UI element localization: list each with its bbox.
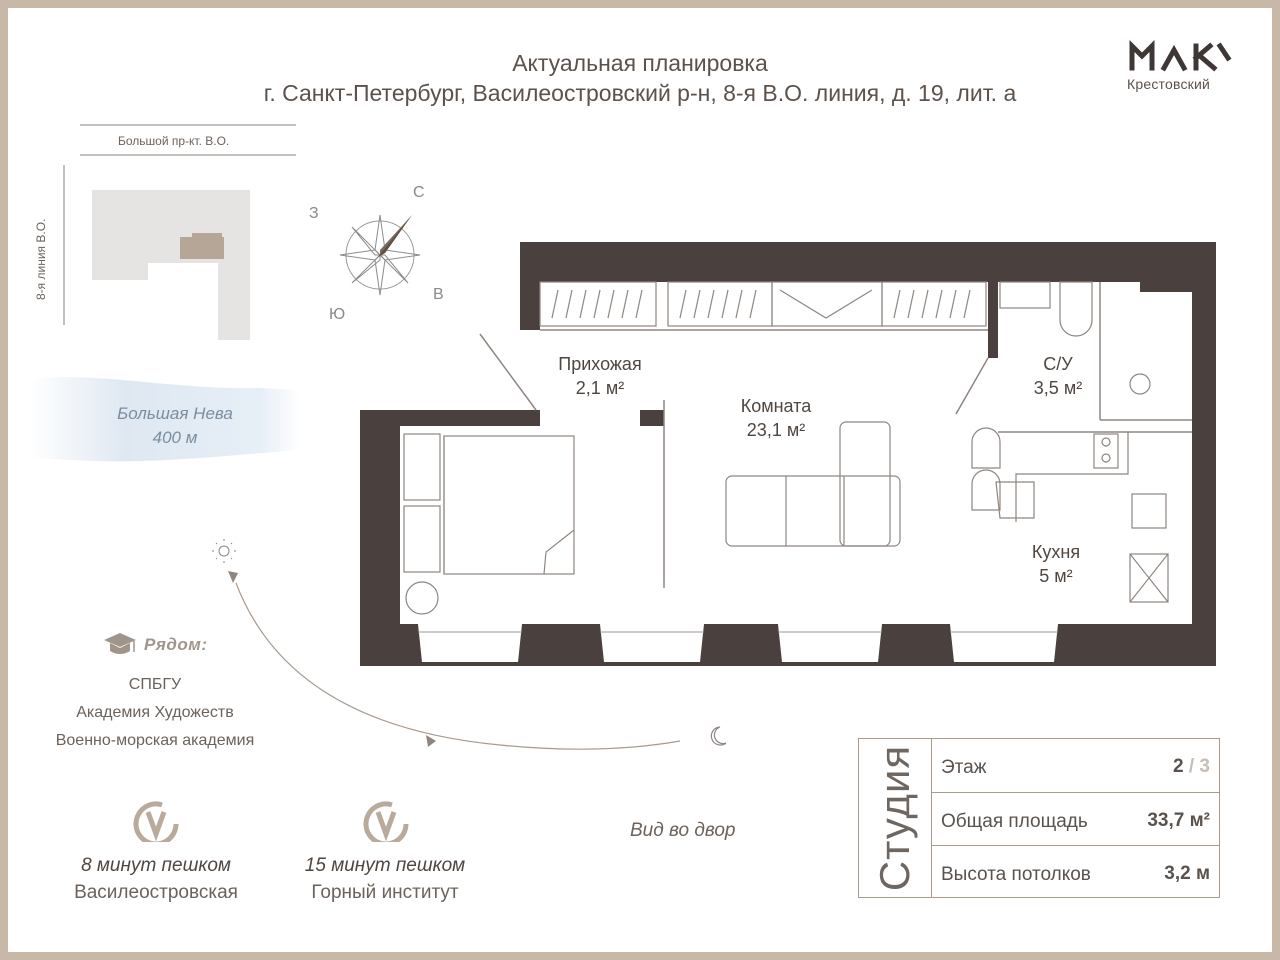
nearby-item: СПБГУ [128, 676, 182, 693]
nearby-item: Академия Художеств [76, 704, 234, 721]
nearby-item: Военно-морская академия [55, 732, 255, 749]
street-label-side: 8-я линия В.О. [34, 218, 48, 300]
street-label-top: Большой пр-кт. В.О. [118, 134, 230, 148]
building-block [92, 190, 250, 340]
area-label: Общая площадь [941, 811, 1088, 832]
river-distance: 400 м [152, 428, 198, 447]
kitchen-label [996, 540, 1116, 588]
room-label [706, 394, 846, 442]
brand-name: Крестовский [1127, 76, 1211, 92]
height-row [931, 845, 1220, 898]
page-title: Актуальная планировка [512, 50, 768, 76]
hallway-area: 2,1 м² [575, 378, 625, 398]
river-name: Большая Нева [117, 404, 233, 423]
address: г. Санкт-Петербург, Василеостровский р-н, 8-я В.О. линия, д. 19, лит. а [263, 80, 1017, 106]
brand-logo-icon [1128, 40, 1232, 72]
height-label: Высота потолков [941, 864, 1091, 885]
compass-north: С [413, 184, 425, 201]
hallway-label [530, 352, 670, 400]
floor-value: 2 / 3 [1173, 756, 1210, 777]
apartment-type: Студия [871, 744, 918, 892]
area-row [931, 792, 1220, 845]
kitchen-area: 5 м² [1039, 566, 1073, 586]
metro-station: Василеостровская [74, 882, 238, 903]
graduation-cap-icon [102, 630, 138, 660]
metro-walk-time: 8 минут пешком [81, 855, 231, 876]
view-label: Вид во двор [630, 820, 736, 841]
floor-label: Этаж [941, 757, 987, 778]
metro-icon [362, 800, 410, 842]
room-area: 23,1 м² [746, 420, 806, 440]
hallway-name: Прихожая [558, 354, 642, 374]
metro-station: Горный институт [311, 882, 459, 903]
sun-path [200, 535, 740, 765]
metro-walk-time: 15 минут пешком [304, 855, 466, 876]
compass-south: Ю [329, 306, 346, 323]
bathroom-area: 3,5 м² [1033, 378, 1083, 398]
area-value: 33,7 м² [1147, 810, 1210, 831]
nearby-title: Рядом: [144, 635, 208, 654]
compass-east: В [433, 286, 444, 303]
compass-west: З [309, 205, 319, 222]
bathroom-label [998, 352, 1118, 400]
apartment-info [858, 738, 1220, 898]
height-value: 3,2 м [1164, 863, 1210, 884]
floor-row [931, 739, 1220, 792]
metro-icon [132, 800, 180, 842]
room-name: Комната [740, 396, 812, 416]
apartment-type-panel [859, 739, 932, 897]
kitchen-name: Кухня [1031, 542, 1081, 562]
bathroom-name: С/У [1043, 354, 1073, 374]
